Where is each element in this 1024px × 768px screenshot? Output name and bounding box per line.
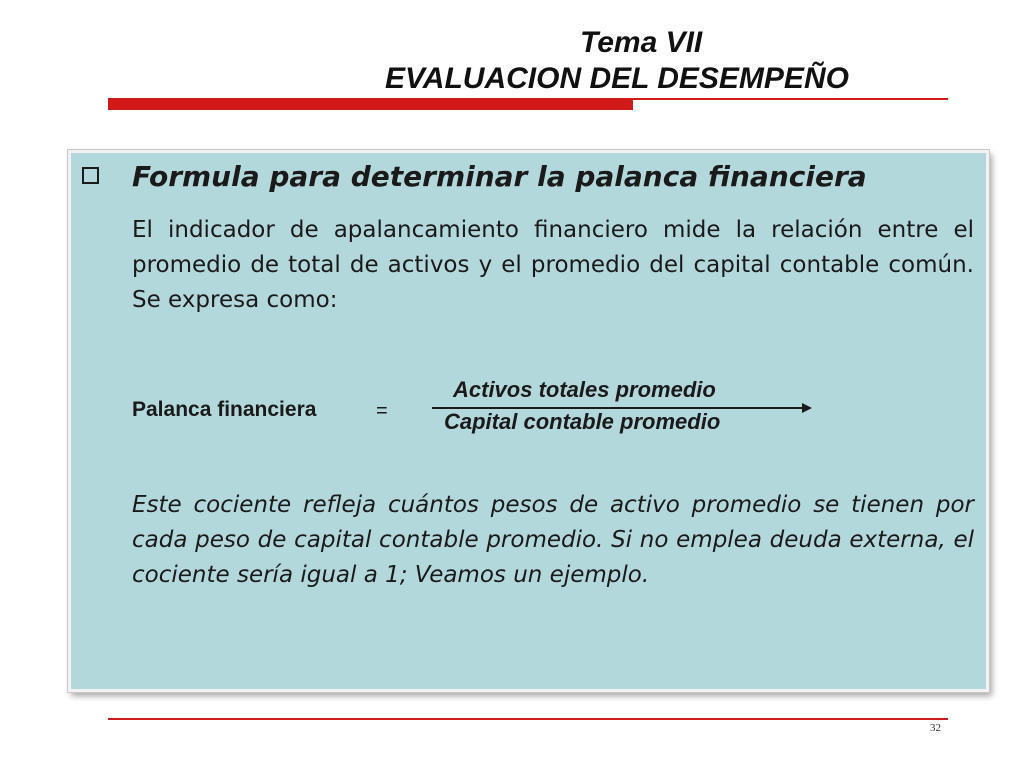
page-number: 32: [930, 722, 941, 734]
formula-denominator: Capital contable promedio: [444, 409, 721, 434]
slide-title-line2: EVALUACION DEL DESEMPEÑO: [385, 62, 849, 95]
section-heading: Formula para determinar la palanca financiera: [132, 160, 867, 193]
explanation-paragraph: Este cociente refleja cuántos pesos de activo promedio se tienen por cada peso de capital contable promedio. Si no emplea deuda externa, el cociente sería igual a 1; Veamos un ejemplo.: [132, 492, 974, 588]
footer-divider: [108, 718, 948, 720]
square-bullet-icon: [82, 167, 99, 184]
definition-paragraph: El indicador de apalancamiento financiero mide la relación entre el promedio de total de activos y el promedio del capital contable común. Se expresa como:: [132, 217, 974, 313]
formula-label: Palanca financiera: [132, 398, 317, 421]
formula-equals: =: [376, 400, 388, 422]
formula-numerator: Activos totales promedio: [453, 377, 716, 402]
title-underline-bar: [108, 98, 633, 110]
slide-title-line1: Tema VII: [580, 26, 703, 59]
title-underline-thin: [633, 98, 948, 100]
